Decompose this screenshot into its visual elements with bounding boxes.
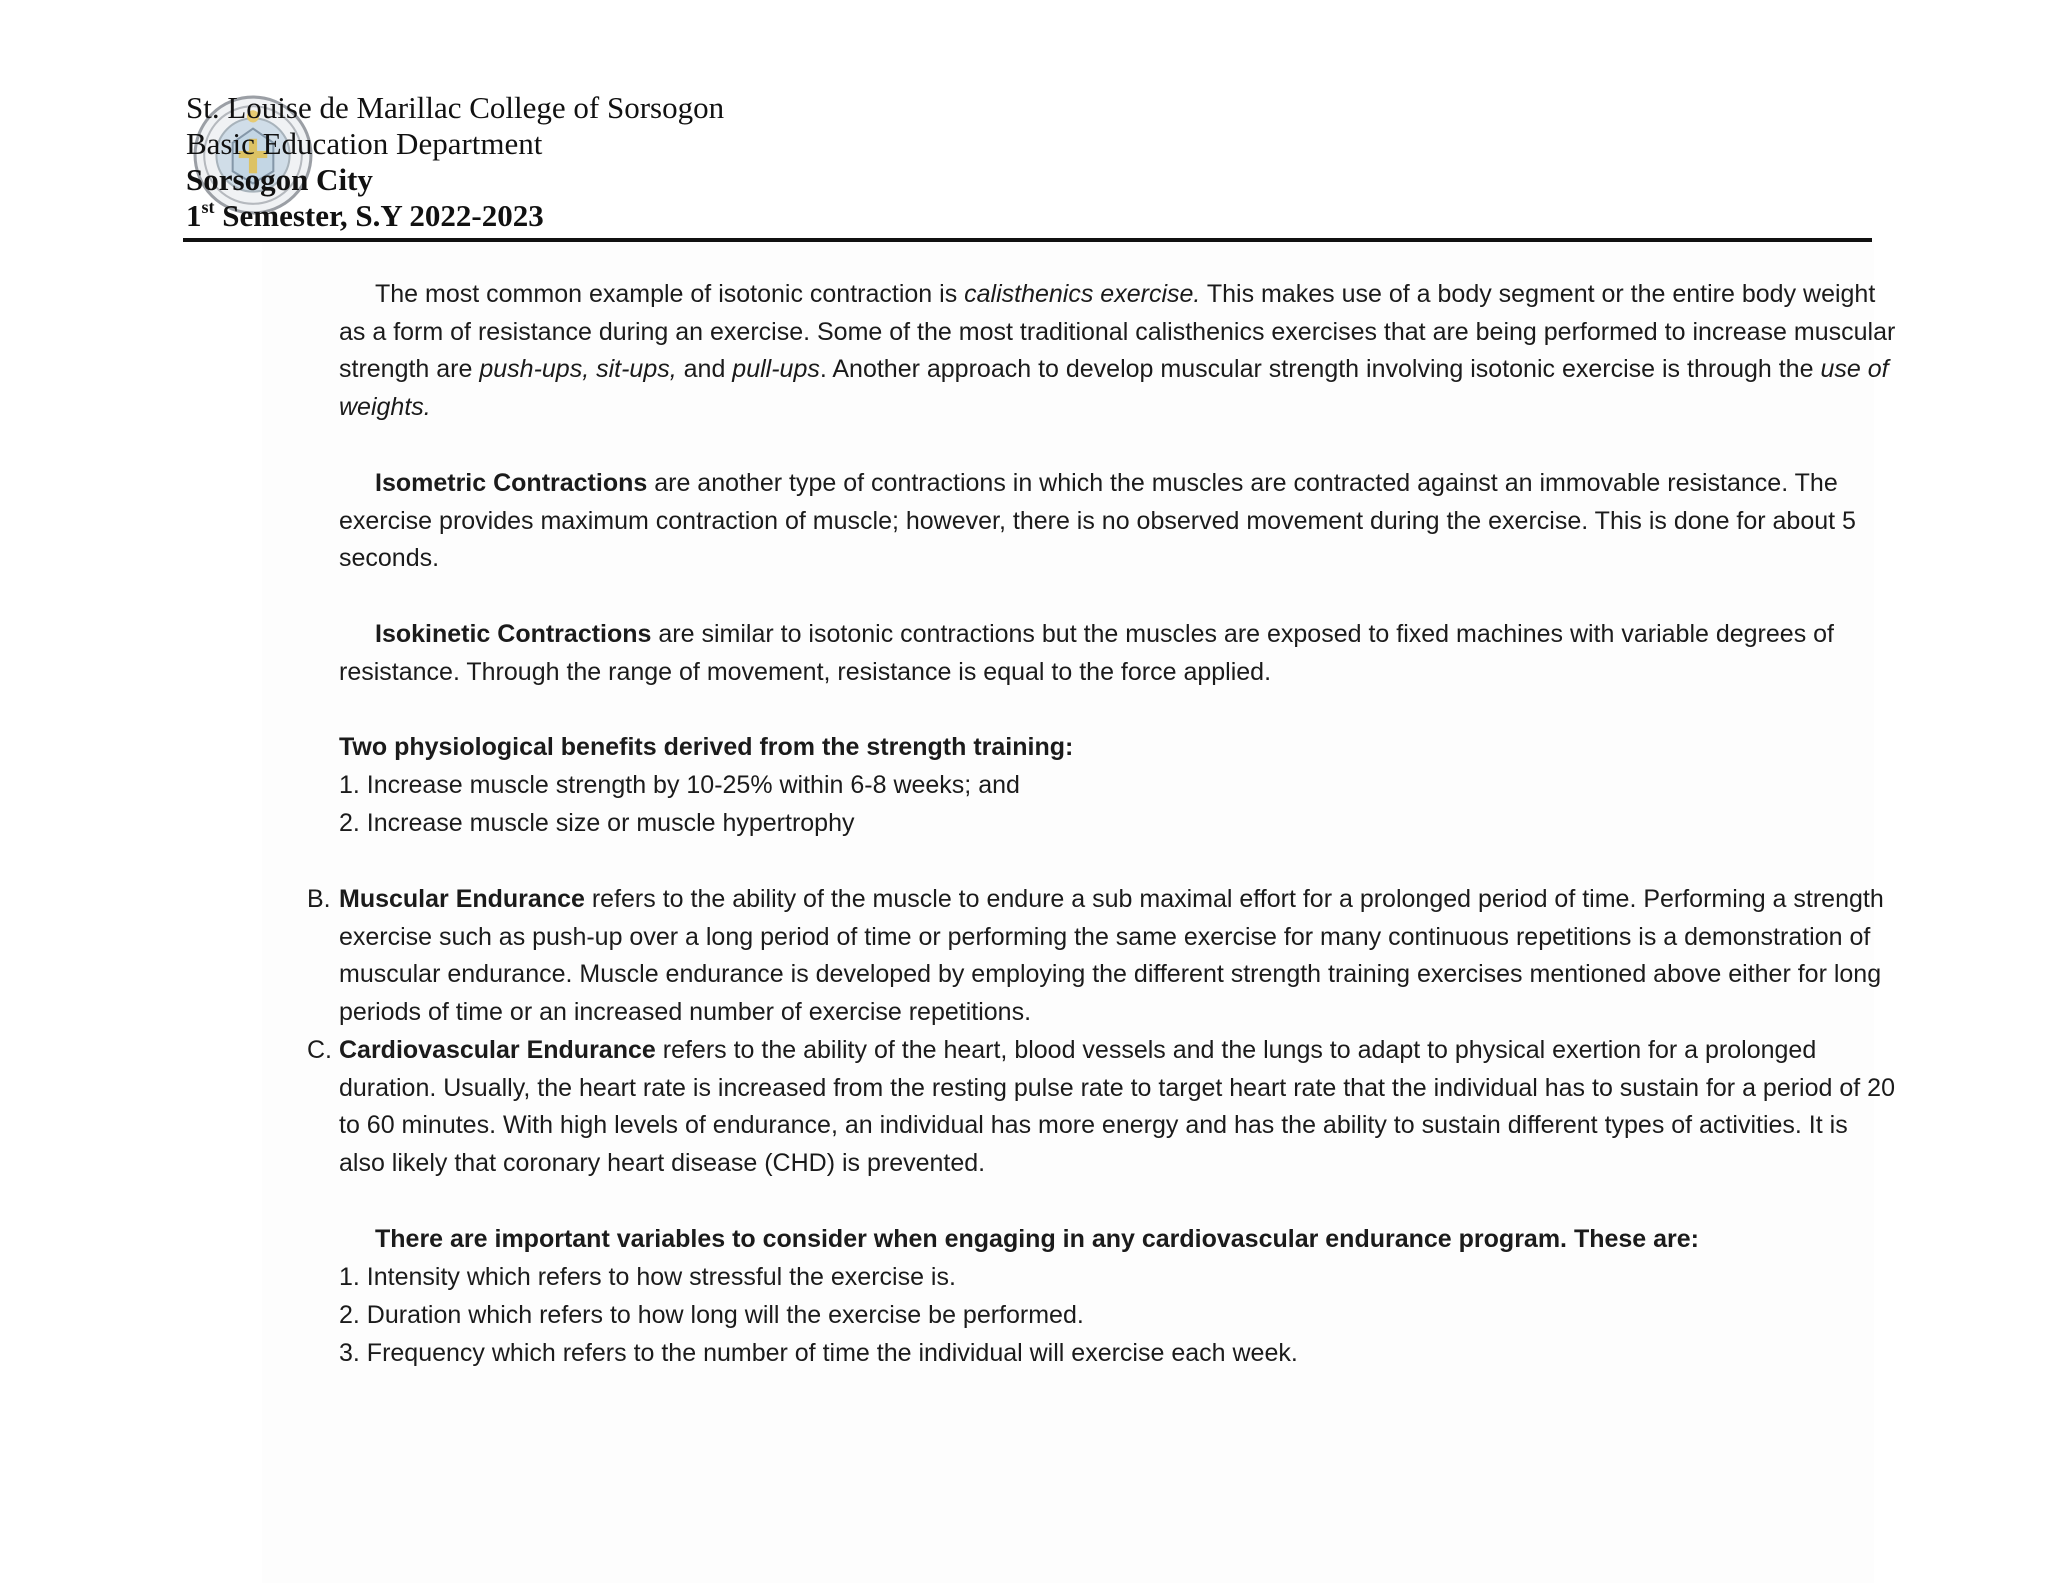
- paragraph-cardiovascular-endurance: [339, 1032, 1899, 1182]
- header-divider: [183, 238, 1872, 242]
- list-item: 2. Increase muscle size or muscle hypertrophy: [339, 809, 855, 837]
- calisthenics-text-3: and: [676, 355, 733, 384]
- calisthenics-text-1: The most common example of isotonic contraction is: [375, 280, 965, 308]
- isometric-text: are another type of contractions in which the muscles are contracted against an immovable resistance. The exercise provides maximum contraction of muscle; however, there is no observed movement during the exercise. This is done for about 5 seconds.: [339, 469, 1856, 573]
- semester-text: Semester, S.Y 2022-2023: [214, 198, 544, 233]
- isokinetic-term: Isokinetic Contractions: [375, 620, 652, 648]
- semester-superscript: st: [201, 197, 215, 217]
- muscular-endurance-term: Muscular Endurance: [339, 885, 585, 913]
- semester-line: [186, 198, 724, 234]
- semester-number: 1: [186, 198, 202, 233]
- list-item: 1. Intensity which refers to how stressful the exercise is.: [339, 1263, 956, 1291]
- isokinetic-text: are similar to isotonic contractions but the muscles are exposed to fixed machines with variable degrees of resistance. Through the range of movement, resistance is equal to the force applied.: [339, 620, 1834, 686]
- calisthenics-text-4: . Another approach to develop muscular strength involving isotonic exercise is through the: [819, 355, 1821, 384]
- paragraph-isometric: [339, 465, 1899, 578]
- list-item: 3. Frequency which refers to the number of time the individual will exercise each week.: [339, 1339, 1298, 1367]
- list-item: 2. Duration which refers to how long will the exercise be performed.: [339, 1301, 1084, 1329]
- paragraph-isokinetic: [339, 616, 1899, 691]
- cardiovascular-endurance-term: Cardiovascular Endurance: [339, 1036, 656, 1064]
- isometric-term: Isometric Contractions: [375, 469, 648, 497]
- calisthenics-emphasis-1: calisthenics exercise.: [964, 280, 1201, 308]
- school-header: [186, 90, 724, 234]
- benefits-heading-text: Two physiological benefits derived from the strength training:: [339, 733, 1074, 761]
- city-name: Sorsogon City: [186, 162, 373, 197]
- section-c-label: C.: [307, 1036, 332, 1064]
- calisthenics-emphasis-3: pull-ups: [732, 355, 820, 384]
- variables-heading: [339, 1221, 1699, 1259]
- calisthenics-emphasis-2: push-ups, sit-ups,: [479, 355, 677, 384]
- list-item: 1. Increase muscle strength by 10-25% within 6-8 weeks; and: [339, 771, 1020, 799]
- calisthenics-text-2: This makes use of a body segment or the entire body weight as a form of resistance during an exercise. Some of the most traditional calisthenics exercises that are being performed to increase muscular strength are: [339, 280, 1896, 384]
- muscular-endurance-text: refers to the ability of the muscle to endure a sub maximal effort for a prolonged period of time. Performing a strength exercise such as push-up over a long period of time or performing the same exercise for many continuous repetitions is a demonstration of muscular endurance. Muscle endurance is developed by employing the different strength training exercises mentioned above either for long periods of time or an increased number of exercise repetitions.: [339, 885, 1884, 1026]
- paragraph-calisthenics: [339, 276, 1899, 426]
- department-name: Basic Education Department: [186, 126, 543, 161]
- college-name: St. Louise de Marillac College of Sorsogon: [186, 90, 725, 125]
- benefits-heading: [339, 729, 1073, 767]
- variables-heading-text: There are important variables to consider when engaging in any cardiovascular endurance program. These are:: [375, 1225, 1700, 1253]
- section-b-label: B.: [307, 885, 331, 913]
- calisthenics-emphasis-4: use of weights.: [339, 355, 1889, 421]
- cardiovascular-endurance-text: refers to the ability of the heart, blood vessels and the lungs to adapt to physical exertion for a prolonged duration. Usually, the heart rate is increased from the resting pulse rate to target heart rate that the individual has to sustain for a period of 20 to 60 minutes. With high levels of endurance, an individual has more energy and has the ability to sustain different types of activities. It is also likely that coronary heart disease (CHD) is prevented.: [339, 1036, 1895, 1177]
- paragraph-muscular-endurance: [339, 881, 1899, 1031]
